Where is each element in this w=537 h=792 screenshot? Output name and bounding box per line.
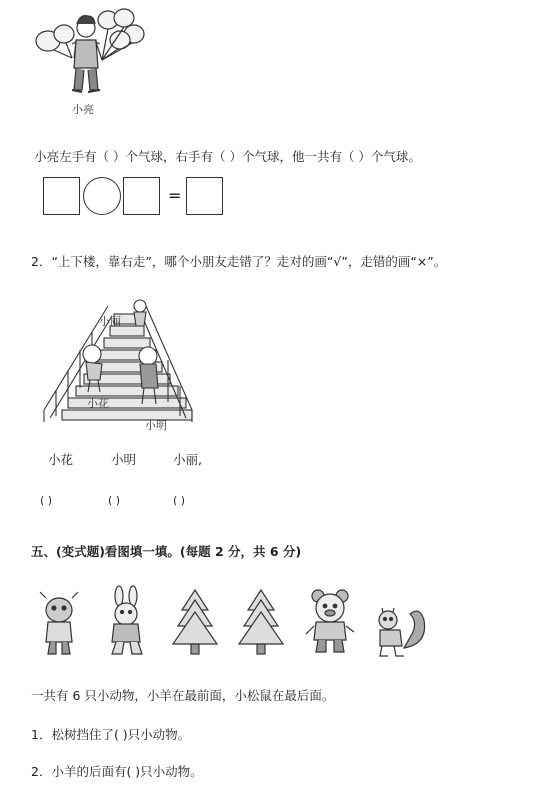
answer-name-2: 小明 (111, 452, 137, 467)
goat-icon (36, 590, 82, 656)
squirrel-icon (374, 604, 430, 658)
answer-blank-1[interactable]: ( ) (40, 494, 53, 507)
stairs-label-top: 小丽 (99, 315, 121, 328)
answer-box-2[interactable] (123, 177, 160, 215)
bear-icon (304, 588, 356, 654)
answer-name-1: 小花 (48, 452, 74, 467)
question-5-2: 2．小羊的后面有( )只小动物。 (31, 764, 203, 779)
answer-box-result[interactable] (186, 177, 223, 215)
question-2: 2．“上下楼，靠右走”，哪个小朋友走错了？走对的画“√”，走错的画“×”。 (31, 254, 447, 269)
answer-box-1[interactable] (43, 177, 80, 215)
stairs-label-bottom: 小明 (145, 419, 167, 432)
answer-name-3: 小丽, (173, 452, 202, 467)
rabbit-icon (104, 586, 148, 656)
pine-tree-icon (170, 588, 220, 656)
animal-statement: 一共有 6 只小动物，小羊在最前面，小松鼠在最后面。 (31, 688, 335, 703)
answer-blank-2[interactable]: ( ) (108, 494, 121, 507)
stairs-label-middle: 小花 (87, 397, 109, 410)
boy-with-balloons-illustration (28, 6, 148, 101)
pine-tree-icon (236, 588, 286, 656)
figure-caption: 小亮 (72, 103, 94, 116)
balloon-question: 小亮左手有（ ）个气球，右手有（ ）个气球，他一共有（ ）个气球。 (34, 149, 421, 164)
operator-circle[interactable] (83, 177, 121, 215)
section-5-title: 五、(变式题)看图填一填。(每题 2 分，共 6 分) (31, 544, 302, 559)
equals-sign: = (168, 186, 182, 205)
answer-blank-3[interactable]: ( ) (173, 494, 186, 507)
question-5-1: 1．松树挡住了( )只小动物。 (31, 727, 191, 742)
